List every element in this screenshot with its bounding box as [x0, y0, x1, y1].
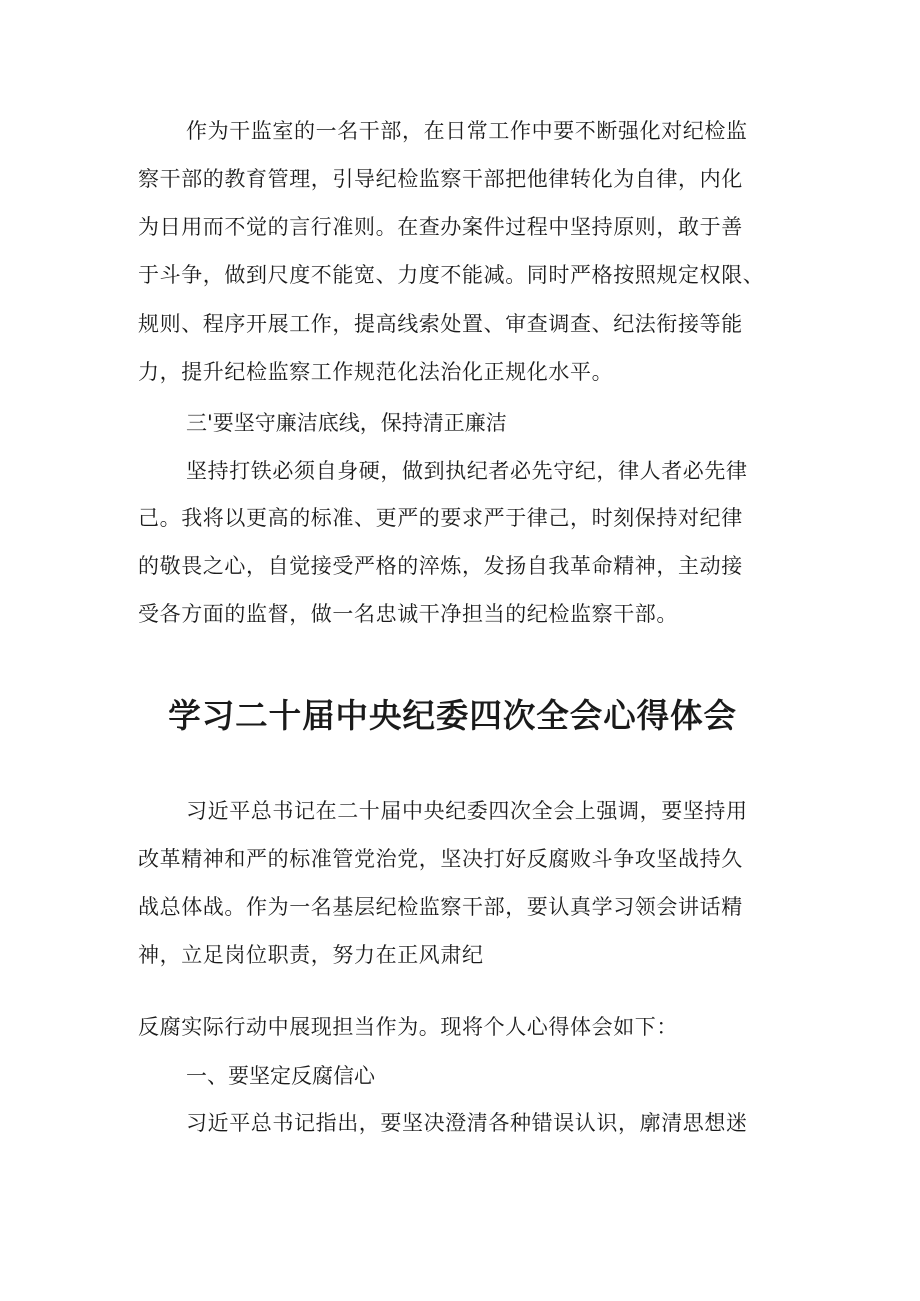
paragraph-line: 反腐实际行动中展现担当作为。现将个人心得体会如下： — [138, 1015, 678, 1039]
paragraph-line: 作为干监室的一名干部，在日常工作中要不断强化对纪检监 — [186, 119, 748, 143]
paragraph-line: 改革精神和严的标准管党治党，坚决打好反腐败斗争攻坚战持久 — [138, 847, 743, 871]
paragraph-line: 己。我将以更高的标准、更严的要求严于律己，时刻保持对纪律 — [138, 506, 743, 530]
paragraph-line: 于斗争，做到尺度不能宽、力度不能减。同时严格按照规定权限、 — [138, 263, 765, 287]
paragraph-line: 神，立足岗位职责，努力在正风肃纪 — [138, 943, 484, 967]
paragraph-line: 坚持打铁必须自身硬，做到执纪者必先守纪，律人者必先律 — [186, 459, 748, 483]
paragraph-line: 习近平总书记指出，要坚决澄清各种错误认识，廓清思想迷 — [186, 1111, 748, 1135]
paragraph-line: 规则、程序开展工作，提高线索处置、审查调查、纪法衔接等能 — [138, 312, 743, 336]
paragraph-line: 的敬畏之心，自觉接受严格的淬炼，发扬自我革命精神，主动接 — [138, 554, 743, 578]
section-heading: 一、要坚定反腐信心 — [186, 1064, 375, 1088]
paragraph-line: 受各方面的监督，做一名忠诚干净担当的纪检监察干部。 — [138, 602, 678, 626]
paragraph-line: 战总体战。作为一名基层纪检监察干部，要认真学习领会讲话精 — [138, 895, 743, 919]
paragraph-line: 力，提升纪检监察工作规范化法治化正规化水平。 — [138, 360, 614, 384]
paragraph-line: 习近平总书记在二十届中央纪委四次全会上强调，要坚持用 — [186, 799, 748, 823]
paragraph-line: 为日用而不觉的言行准则。在查办案件过程中坚持原则，敢于善 — [138, 215, 743, 239]
document-title: 学习二十届中央纪委四次全会心得体会 — [168, 696, 738, 735]
section-heading: 三'要坚守廉洁底线，保持清正廉洁 — [186, 411, 507, 435]
paragraph-line: 察干部的教育管理，引导纪检监察干部把他律转化为自律，内化 — [138, 167, 743, 191]
